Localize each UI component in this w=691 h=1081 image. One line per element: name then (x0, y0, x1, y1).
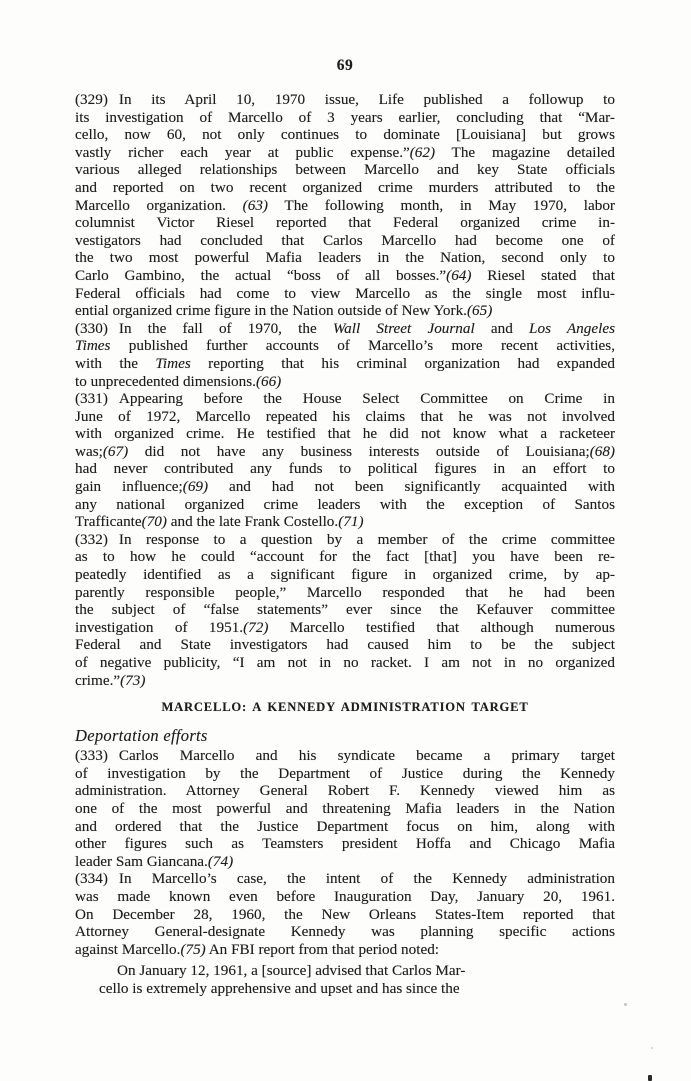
text-line: (334) In Marcello’s case, the intent of the Kennedy administration (75, 870, 615, 888)
text-line: was;(67) did not have any business interests outside of Louisiana;(68) (75, 442, 615, 460)
text-line: various alleged relationships between Marcello and key State officials (75, 161, 615, 179)
text-line: investigation of 1951.(72) Marcello testified that although numerous (75, 618, 615, 636)
text-line: cello is extremely apprehensive and upset and has since the (99, 979, 460, 997)
text-line: Carlo Gambino, the actual “boss of all bosses.”(64) Riesel stated that (75, 266, 615, 284)
paragraph-number: (332) (75, 530, 108, 548)
text-line: the subject of “false statements” ever since the Kefauver committee (75, 601, 615, 619)
text-line: (331) Appearing before the House Select Committee on Crime in (75, 390, 615, 408)
text-line: and ordered that the Justice Department focus on him, along with (75, 817, 615, 835)
scan-speck (624, 1003, 627, 1006)
text-line: other figures such as Teamsters president Hoffa and Chicago Mafia (75, 835, 615, 853)
text-line: gain influence;(69) and had not been significantly acquainted with (75, 478, 615, 496)
subsection-heading: Deportation efforts (75, 726, 208, 746)
text-line: its investigation of Marcello of 3 years earlier, concluding that “Mar- (75, 108, 615, 126)
text-line: On January 12, 1961, a [source] advised that Carlos Mar- (117, 962, 466, 980)
text-line: Attorney General-designate Kennedy was planning specific actions (75, 923, 615, 941)
paragraph-334 (75, 870, 615, 958)
document-body (75, 91, 615, 998)
text-line: parently responsible people,” Marcello responded that he had been (75, 583, 615, 601)
text-line: On December 28, 1960, the New Orleans States-Item reported that (75, 905, 615, 923)
section-heading: MARCELLO: A KENNEDY ADMINISTRATION TARGET (161, 700, 529, 715)
paragraph-number: (330) (75, 319, 108, 337)
text-line: to unprecedented dimensions.(66) (75, 372, 282, 390)
text-line: was made known even before Inauguration Day, January 20, 1961. (75, 887, 615, 905)
text-line: (332) In response to a question by a member of the crime committee (75, 530, 615, 548)
paragraph-number: (333) (75, 747, 108, 765)
scan-speck (648, 1075, 652, 1081)
paragraph-331 (75, 390, 615, 531)
text-line: vestigators had concluded that Carlos Marcello had become one of (75, 231, 615, 249)
text-line: with the Times reporting that his criminal organization had expanded (75, 354, 615, 372)
paragraph-332 (75, 531, 615, 689)
text-line: of negative publicity, “I am not in no racket. I am not in no organized (75, 654, 615, 671)
text-line: Trafficante(70) and the late Frank Costello.(71) (75, 513, 364, 531)
paragraph-330 (75, 320, 615, 390)
paragraph-number: (334) (75, 870, 108, 888)
text-line: against Marcello.(75) An FBI report from that period noted: (75, 940, 440, 958)
paragraph-number: (329) (75, 91, 108, 108)
page-number: 69 (336, 57, 354, 74)
text-line: administration. Attorney General Robert F. Kennedy viewed him as (75, 782, 615, 800)
text-line: leader Sam Giancana.(74) (75, 852, 234, 870)
text-line: vastly richer each year at public expense.”(62) The magazine detailed (75, 143, 615, 161)
text-line: Marcello organization. (63) The following month, in May 1970, labor (75, 196, 615, 214)
paragraph-329 (75, 91, 615, 320)
text-line: (330) In the fall of 1970, the Wall Street Journal and Los Angeles (75, 319, 615, 337)
text-line: ential organized crime figure in the Nation outside of New York.(65) (75, 302, 493, 320)
text-line: cello, now 60, not only continues to dominate [Louisiana] but grows (75, 126, 615, 144)
text-line: (329) In its April 10, 1970 issue, Life published a followup to (75, 91, 615, 108)
text-line: Times published further accounts of Marcello’s more recent activities, (75, 337, 615, 355)
text-line: columnist Victor Riesel reported that Federal organized crime in- (75, 214, 615, 232)
text-line: June of 1972, Marcello repeated his claims that he was not involved (75, 407, 615, 425)
block-quote (99, 962, 521, 997)
text-line: (333) Carlos Marcello and his syndicate became a primary target (75, 747, 615, 765)
text-line: and reported on two recent organized crime murders attributed to the (75, 178, 615, 196)
text-line: crime.”(73) (75, 671, 146, 689)
scan-speck (651, 1047, 653, 1049)
text-line: peatedly identified as a significant figure in organized crime, by ap- (75, 566, 615, 584)
text-line: the two most powerful Mafia leaders in the Nation, second only to (75, 249, 615, 267)
text-line: had never contributed any funds to political figures in an effort to (75, 460, 615, 478)
text-line: of investigation by the Department of Justice during the Kennedy (75, 764, 615, 782)
paragraph-number: (331) (75, 390, 108, 408)
text-line: Federal and State investigators had caused him to be the subject (75, 636, 615, 654)
paragraph-333 (75, 747, 615, 870)
text-line: any national organized crime leaders with the exception of Santos (75, 495, 615, 513)
text-line: as to how he could “account for the fact [that] you have been re- (75, 548, 615, 566)
text-line: with organized crime. He testified that he did not know what a racketeer (75, 425, 615, 443)
text-line: Federal officials had come to view Marcello as the single most influ- (75, 284, 615, 302)
text-line: one of the most powerful and threatening Mafia leaders in the Nation (75, 799, 615, 817)
